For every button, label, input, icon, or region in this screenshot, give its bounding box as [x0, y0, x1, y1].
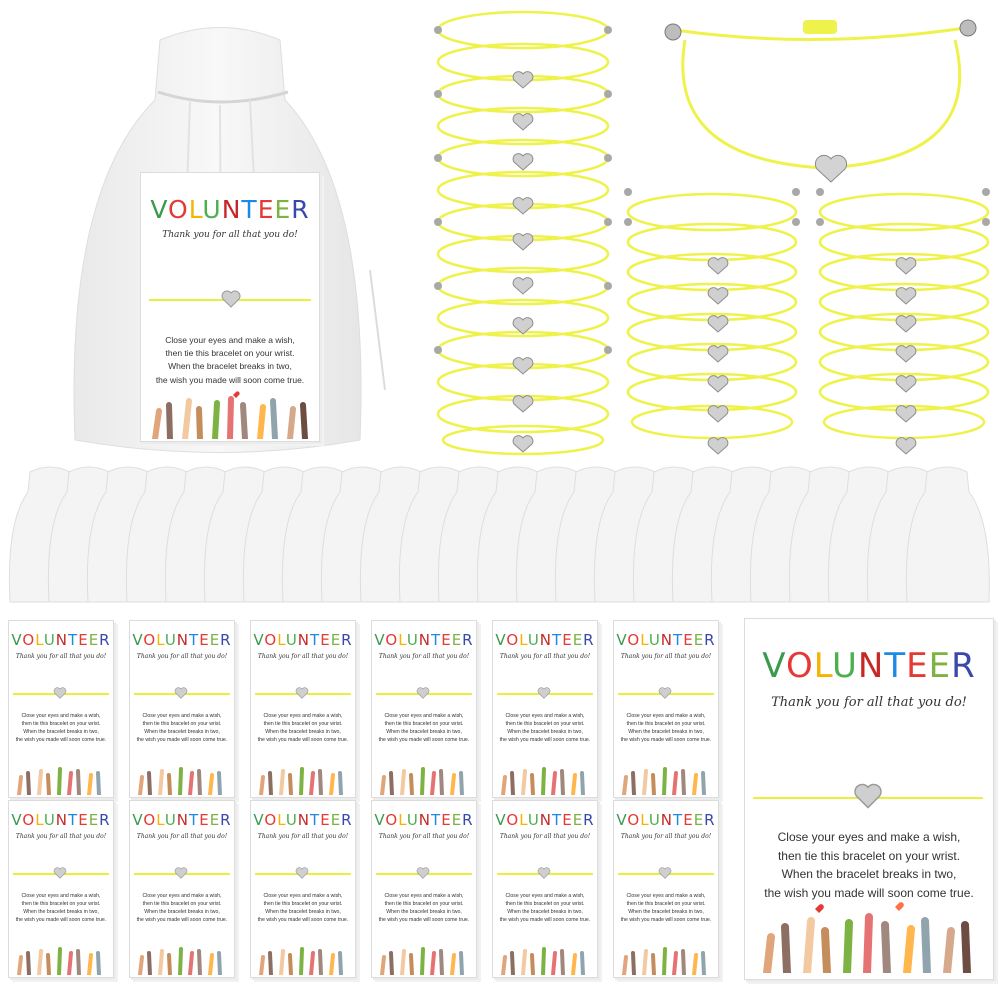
- heart-charm-icon: [174, 687, 188, 699]
- small-card-poem: Close your eyes and make a wish, then tie this bracelet on your wrist. When the bracelet breaks in two, the wish you made will soon come true.: [136, 893, 228, 924]
- raised-hands-icon: [618, 943, 714, 975]
- heart-charm-icon: [658, 687, 672, 699]
- small-card-title: VOLUNTEER: [253, 811, 353, 829]
- small-card: [371, 800, 477, 978]
- small-card-subtitle: Thank you for all that you do!: [378, 653, 470, 660]
- raised-hands-icon: [134, 943, 230, 975]
- small-card-subtitle: Thank you for all that you do!: [499, 653, 591, 660]
- raised-hands-icon: [755, 901, 983, 973]
- heart-charm-icon: [53, 867, 67, 879]
- small-card: [250, 800, 356, 978]
- heart-charm-icon: [416, 687, 430, 699]
- small-card-grid: [0, 612, 740, 984]
- small-card-subtitle: Thank you for all that you do!: [620, 653, 712, 660]
- bracelet-stack-right: [810, 182, 998, 462]
- small-card-title: VOLUNTEER: [132, 631, 232, 649]
- small-card-poem: Close your eyes and make a wish, then tie this bracelet on your wrist. When the bracelet breaks in two, the wish you made will soon come true.: [15, 893, 107, 924]
- heart-charm-icon: [815, 155, 846, 182]
- small-card-subtitle: Thank you for all that you do!: [257, 653, 349, 660]
- small-card-title: VOLUNTEER: [374, 811, 474, 829]
- small-card: [129, 800, 235, 978]
- small-card-title: VOLUNTEER: [495, 631, 595, 649]
- small-card-subtitle: Thank you for all that you do!: [15, 653, 107, 660]
- heart-charm-icon: [853, 783, 883, 809]
- small-card-title: VOLUNTEER: [616, 631, 716, 649]
- bracelet-stack-left: [618, 182, 806, 462]
- small-card-title: VOLUNTEER: [132, 811, 232, 829]
- small-card-title: VOLUNTEER: [495, 811, 595, 829]
- heart-charm-icon: [53, 687, 67, 699]
- small-card-poem: Close your eyes and make a wish, then tie this bracelet on your wrist. When the bracelet breaks in two, the wish you made will soon come true.: [15, 713, 107, 744]
- small-card: [492, 620, 598, 798]
- large-card-poem: Close your eyes and make a wish, then tie this bracelet on your wrist. When the bracelet breaks in two, the wish you made will soon come true.: [764, 830, 974, 900]
- heart-charm-icon: [658, 867, 672, 879]
- small-card-poem: Close your eyes and make a wish, then tie this bracelet on your wrist. When the bracelet breaks in two, the wish you made will soon come true.: [499, 893, 591, 924]
- small-card: [613, 620, 719, 798]
- raised-hands-icon: [255, 943, 351, 975]
- small-card-poem: Close your eyes and make a wish, then tie this bracelet on your wrist. When the bracelet breaks in two, the wish you made will soon come true.: [136, 713, 228, 744]
- raised-hands-icon: [497, 763, 593, 795]
- organza-bag-row: [0, 462, 1000, 612]
- raised-hands-icon: [13, 943, 109, 975]
- small-card-poem: Close your eyes and make a wish, then tie this bracelet on your wrist. When the bracelet breaks in two, the wish you made will soon come true.: [620, 893, 712, 924]
- small-card: [250, 620, 356, 798]
- raised-hands-icon: [134, 763, 230, 795]
- small-card-poem: Close your eyes and make a wish, then tie this bracelet on your wrist. When the bracelet breaks in two, the wish you made will soon come true.: [257, 713, 349, 744]
- small-card-subtitle: Thank you for all that you do!: [620, 833, 712, 840]
- card-subtitle: Thank you for all that you do!: [162, 230, 298, 240]
- raised-hands-icon: [497, 943, 593, 975]
- heart-charm-icon: [295, 687, 309, 699]
- raised-hands-icon: [376, 763, 472, 795]
- small-card-subtitle: Thank you for all that you do!: [136, 653, 228, 660]
- small-card: [371, 620, 477, 798]
- small-card: [8, 800, 114, 978]
- large-card: [744, 618, 994, 980]
- raised-hands-icon: [13, 763, 109, 795]
- small-card: [492, 800, 598, 978]
- raised-hands-icon: [618, 763, 714, 795]
- large-bracelet: [655, 10, 985, 190]
- small-card: [129, 620, 235, 798]
- card-title: VOLUNTEER: [150, 195, 310, 224]
- heart-charm-icon: [295, 867, 309, 879]
- small-card-subtitle: Thank you for all that you do!: [136, 833, 228, 840]
- small-card-title: VOLUNTEER: [11, 811, 111, 829]
- raised-hands-icon: [376, 943, 472, 975]
- raised-hands-icon: [145, 391, 315, 439]
- heart-charm-icon: [537, 867, 551, 879]
- heart-charm-icon: [174, 867, 188, 879]
- heart-charm-icon: [221, 290, 241, 308]
- bracelet-column: [428, 0, 618, 465]
- small-card-subtitle: Thank you for all that you do!: [378, 833, 470, 840]
- small-card-title: VOLUNTEER: [11, 631, 111, 649]
- small-card-title: VOLUNTEER: [616, 811, 716, 829]
- raised-hands-icon: [255, 763, 351, 795]
- heart-charm-icon: [537, 687, 551, 699]
- small-card-title: VOLUNTEER: [374, 631, 474, 649]
- small-card-poem: Close your eyes and make a wish, then tie this bracelet on your wrist. When the bracelet breaks in two, the wish you made will soon come true.: [257, 893, 349, 924]
- small-card-title: VOLUNTEER: [253, 631, 353, 649]
- small-card: [8, 620, 114, 798]
- bag-card: [140, 172, 320, 442]
- small-card: [613, 800, 719, 978]
- heart-charm-icon: [416, 867, 430, 879]
- large-card-subtitle: Thank you for all that you do!: [771, 695, 967, 710]
- small-card-subtitle: Thank you for all that you do!: [499, 833, 591, 840]
- small-card-poem: Close your eyes and make a wish, then tie this bracelet on your wrist. When the bracelet breaks in two, the wish you made will soon come true.: [378, 713, 470, 744]
- small-card-poem: Close your eyes and make a wish, then tie this bracelet on your wrist. When the bracelet breaks in two, the wish you made will soon come true.: [499, 713, 591, 744]
- small-card-subtitle: Thank you for all that you do!: [15, 833, 107, 840]
- small-card-poem: Close your eyes and make a wish, then tie this bracelet on your wrist. When the bracelet breaks in two, the wish you made will soon come true.: [378, 893, 470, 924]
- large-card-title: VOLUNTEER: [762, 646, 976, 686]
- small-card-poem: Close your eyes and make a wish, then tie this bracelet on your wrist. When the bracelet breaks in two, the wish you made will soon come true.: [620, 713, 712, 744]
- card-poem: Close your eyes and make a wish, then tie this bracelet on your wrist. When the bracelet breaks in two, the wish you made will soon come true.: [155, 335, 305, 385]
- small-card-subtitle: Thank you for all that you do!: [257, 833, 349, 840]
